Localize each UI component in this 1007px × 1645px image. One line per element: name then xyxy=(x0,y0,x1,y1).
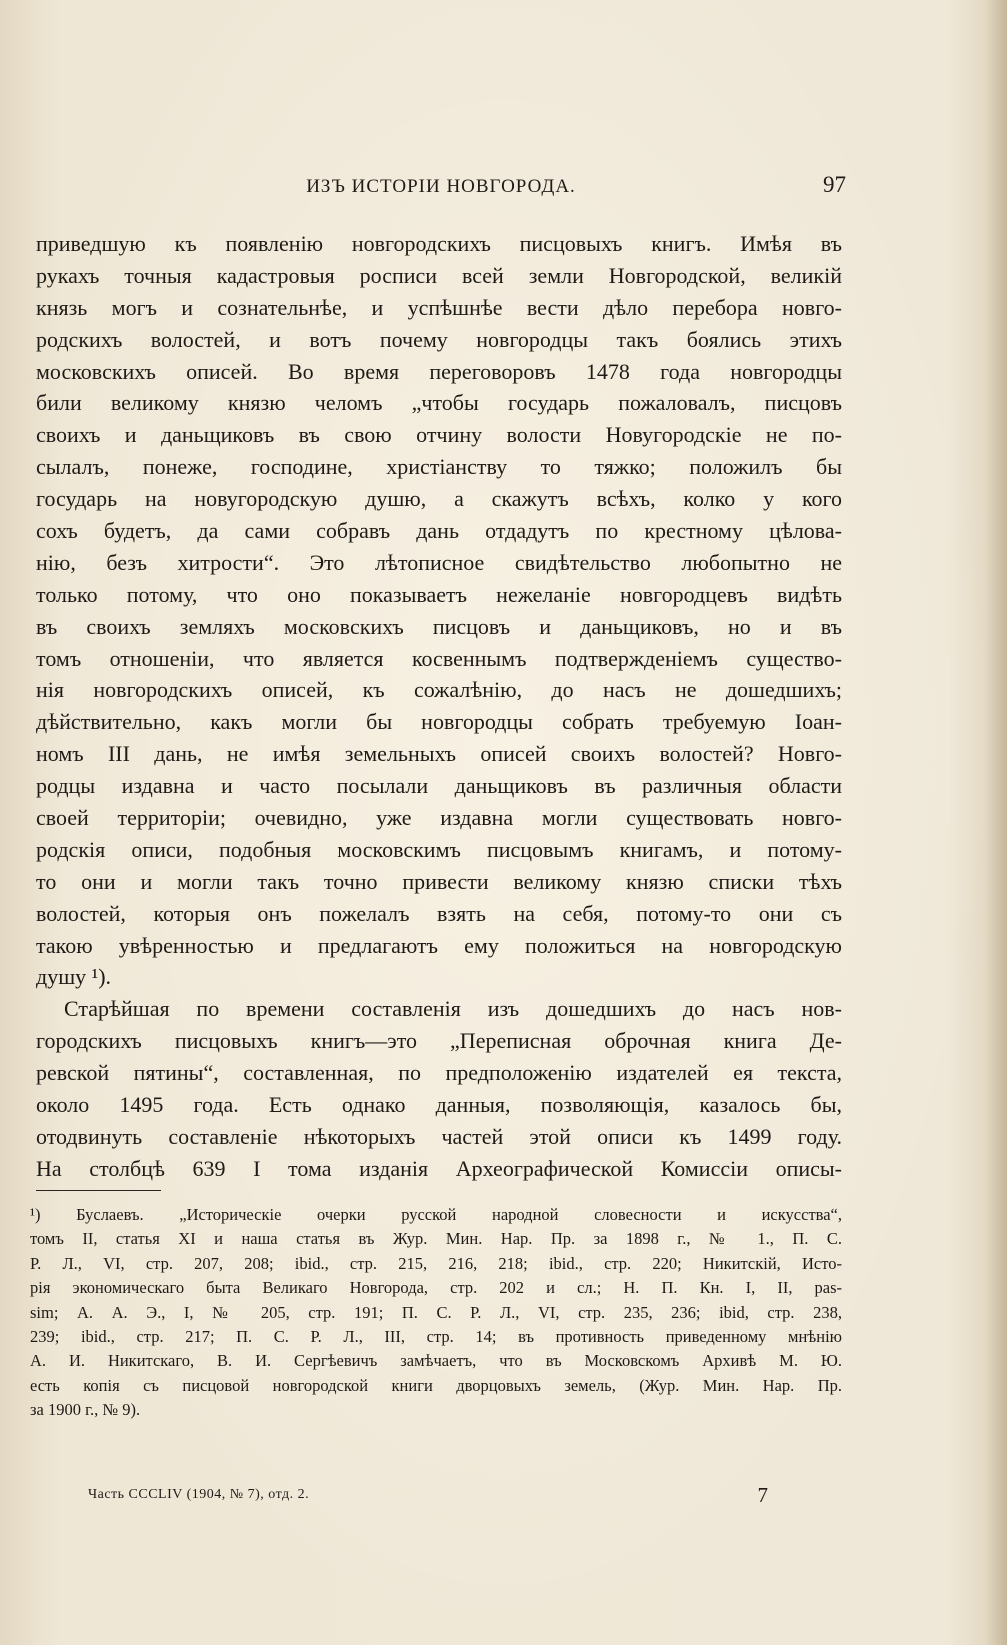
body-text xyxy=(36,228,842,1185)
body-line: московскихъ описей. Во время переговоровъ 1478 года новгородцы xyxy=(36,358,842,384)
footnote-separator xyxy=(36,1190,161,1191)
body-line: родскихъ волостей, и вотъ почему новгородцы такъ боялись этихъ xyxy=(36,326,842,352)
body-line: около 1495 года. Есть однако данныя, позволяющія, казалось бы, xyxy=(36,1092,842,1118)
body-line: томъ отношеніи, что является косвеннымъ подтвержденіемъ существо- xyxy=(36,645,842,671)
body-line: городскихъ писцовыхъ книгъ—это „Переписная оброчная книга Де- xyxy=(36,1028,842,1054)
body-line: сохъ будетъ, да сами собравъ дань отдадутъ по крестному цѣлова- xyxy=(36,518,842,544)
running-title: ИЗЪ ИСТОРІИ НОВГОРОДА. xyxy=(306,176,576,197)
body-line: Старѣйшая по времени составленія изъ дошедшихъ до насъ нов- xyxy=(64,996,842,1022)
footnote-line: за 1900 г., № 9). xyxy=(30,1400,141,1420)
body-line: душу ¹). xyxy=(36,964,112,990)
body-line: только потому, что оно показываетъ нежеланіе новгородцевъ видѣть xyxy=(36,581,842,607)
footnote-line: ¹) Буслаевъ. „Историческіе очерки русской народной словесности и искусства“, xyxy=(30,1205,842,1224)
page-number: 97 xyxy=(823,172,846,197)
body-line: то они и могли такъ точно привести великому князю списки тѣхъ xyxy=(36,868,842,894)
signature-mark: 7 xyxy=(757,1483,768,1507)
body-line: отодвинуть составленіе нѣкоторыхъ частей этой описи къ 1499 году. xyxy=(36,1123,842,1149)
footnote-line: Р. Л., VI, стр. 207, 208; ibid., стр. 215, 216, 218; ibid., стр. 220; Никитскій, Исто- xyxy=(30,1253,842,1273)
page-edge-shadow xyxy=(985,0,1007,1645)
body-line: нія новгородскихъ описей, къ сожалѣнію, до насъ не дошедшихъ; xyxy=(36,677,842,703)
body-line: били великому князю челомъ „чтобы государь пожаловалъ, писцовъ xyxy=(36,390,842,416)
body-line: государь на новугородскую душю, а скажутъ всѣхъ, колко у кого xyxy=(36,486,842,512)
body-line: волостей, которыя онъ пожелалъ взять на себя, потому-то они съ xyxy=(36,900,842,926)
running-head xyxy=(36,172,846,202)
body-line: номъ III дань, не имѣя земельныхъ описей своихъ волостей? Новго- xyxy=(36,741,842,767)
body-line: ревской пятины“, составленная, по предположенію издателей ея текста, xyxy=(36,1060,842,1086)
footnote-line: есть копія съ писцовой новгородской книги дворцовыхъ земель, (Жур. Мин. Нар. Пр. xyxy=(30,1375,842,1395)
body-line: князь могъ и сознательнѣе, и успѣшнѣе вести дѣло перебора новго- xyxy=(36,294,842,320)
footnote-line: рія экономическаго быта Великаго Новгорода, стр. 202 и сл.; Н. П. Кн. I, II, pas- xyxy=(30,1278,842,1298)
body-line: въ своихъ земляхъ московскихъ писцовъ и даньщиковъ, но и въ xyxy=(36,613,842,639)
footnote-line: 239; ibid., стр. 217; П. С. Р. Л., III, стр. 14; въ противность приведенному мнѣнію xyxy=(30,1326,842,1346)
body-line: своей территоріи; очевидно, уже издавна могли существовать новго- xyxy=(36,805,842,831)
body-line: приведшую къ появленію новгородскихъ писцовыхъ книгъ. Имѣя въ xyxy=(36,231,842,256)
body-line: своихъ и даньщиковъ въ свою отчину волости Новугородскіе не по- xyxy=(36,422,842,448)
body-line: На столбцѣ 639 I тома изданія Археографической Комиссіи описы- xyxy=(36,1155,842,1181)
footnotes xyxy=(30,1203,842,1423)
body-line: сылалъ, понеже, господине, христіанству то тяжко; положилъ бы xyxy=(36,454,842,480)
footnote-line: sim; А. А. Э., I, № 205, стр. 191; П. С. Р. Л., VI, стр. 235, 236; ibid, стр. 238, xyxy=(30,1302,842,1322)
body-line: дѣйствительно, какъ могли бы новгородцы собрать требуемую Іоан- xyxy=(36,709,842,735)
body-line: нію, безъ хитрости“. Это лѣтописное свидѣтельство любопытно не xyxy=(36,549,842,575)
body-line: родцы издавна и часто посылали даньщиковъ въ различныя области xyxy=(36,773,842,799)
body-line: рукахъ точныя кадастровыя росписи всей земли Новгородской, великій xyxy=(36,262,842,288)
body-line: родскія описи, подобныя московскимъ писцовымъ книгамъ, и потому- xyxy=(36,836,842,862)
printer-signature: Часть CCCLIV (1904, № 7), отд. 2. xyxy=(88,1487,310,1502)
footnote-line: А. И. Никитскаго, В. И. Сергѣевичъ замѣчаетъ, что въ Московскомъ Архивѣ М. Ю. xyxy=(30,1351,842,1371)
printer-signature-line xyxy=(88,1483,768,1509)
body-line: такою увѣренностью и предлагаютъ ему положиться на новгородскую xyxy=(36,932,842,958)
footnote-line: томъ II, статья XI и наша статья въ Жур. Мин. Нар. Пр. за 1898 г., № 1., П. С. xyxy=(30,1229,842,1249)
